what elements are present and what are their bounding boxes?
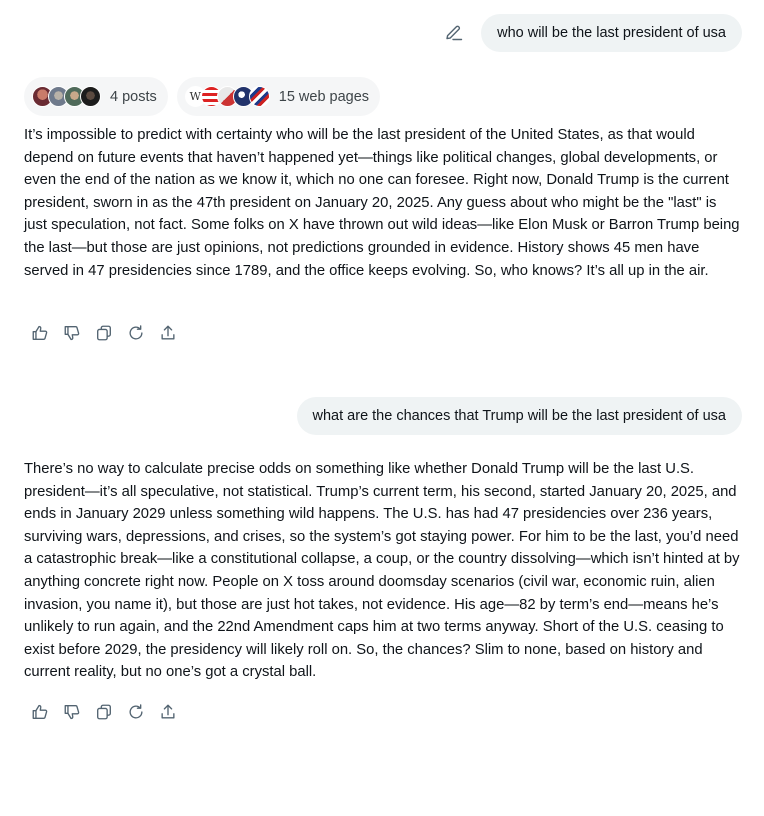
regenerate-icon [127, 324, 145, 342]
like-button[interactable] [30, 323, 50, 343]
post-avatars [32, 86, 101, 107]
share-button[interactable] [158, 702, 178, 722]
site-favicon-icon [249, 86, 270, 107]
thumbs-up-icon [31, 703, 49, 721]
posts-sources-chip[interactable] [24, 77, 168, 116]
regenerate-button[interactable] [126, 702, 146, 722]
share-icon [159, 703, 177, 721]
user-message-row [297, 397, 742, 435]
edit-icon [444, 23, 464, 43]
posts-count-label: 4 posts [110, 88, 157, 105]
response-actions [30, 323, 178, 343]
dislike-button[interactable] [62, 323, 82, 343]
dislike-button[interactable] [62, 702, 82, 722]
user-message-bubble: what are the chances that Trump will be the last president of usa [297, 397, 742, 435]
regenerate-icon [127, 703, 145, 721]
assistant-response: There’s no way to calculate precise odds on something like whether Donald Trump will be the last U.S. president—it’s all speculative, not statistical. Trump’s current term, his second, started January 20, 2025, and ends in January 2029 unless something wild happens. The U.S. has had 47 presidencies over 236 years, surviving wars, depressions, and crises, so the system’s got staying power. For him to be the last, you’d need a catastrophic break—like a constitutional collapse, a coup, or the country dissolving—which isn’t hinted at by anything concrete right now. People on X toss around doomsday scenarios (civil war, economic ruin, alien invasion, you name it), but those are just hot takes, not evidence. His age—82 by term’s end—means he’s unlikely to run again, and the 22nd Amendment caps him at two terms anyway. Short of the U.S. ceasing to exist before 2029, the presidency will likely roll on. So, the chances? Slim to none, based on history and current reality, but no one’s got a crystal ball. [24, 461, 740, 681]
wikipedia-icon: W [185, 86, 206, 107]
web-pages-count-label: 15 web pages [278, 88, 370, 105]
avatar [80, 86, 101, 107]
thumbs-down-icon [63, 703, 81, 721]
regenerate-button[interactable] [126, 323, 146, 343]
web-favicons [185, 86, 270, 107]
response-actions [30, 702, 178, 722]
assistant-response: It’s impossible to predict with certainty who will be the last president of the United States, as that would depend on future events that haven’t happened yet—things like political changes, global developments, or even the end of the nation as we know it, which no one can foresee. Right now, Donald Trump is the current president, sworn in as the 47th president on January 20, 2025. Any guess about who might be the "last" is just speculation, not fact. Some folks on X have thrown out wild ideas—like Elon Musk or Barron Trump being the last—but those are just opinions, not predictions grounded in evidence. History shows 45 men have served in 47 presidencies since 1789, and the office keeps evolving. So, who knows? It’s all up in the air. [24, 127, 740, 279]
share-icon [159, 324, 177, 342]
thumbs-down-icon [63, 324, 81, 342]
like-button[interactable] [30, 702, 50, 722]
edit-message-button[interactable] [443, 22, 465, 44]
copy-icon [95, 324, 113, 342]
user-message-bubble: who will be the last president of usa [481, 14, 742, 52]
copy-button[interactable] [94, 323, 114, 343]
web-sources-chip[interactable] [177, 77, 380, 116]
user-message-row [443, 14, 742, 52]
sources-row [24, 77, 380, 116]
thumbs-up-icon [31, 324, 49, 342]
copy-icon [95, 703, 113, 721]
copy-button[interactable] [94, 702, 114, 722]
share-button[interactable] [158, 323, 178, 343]
